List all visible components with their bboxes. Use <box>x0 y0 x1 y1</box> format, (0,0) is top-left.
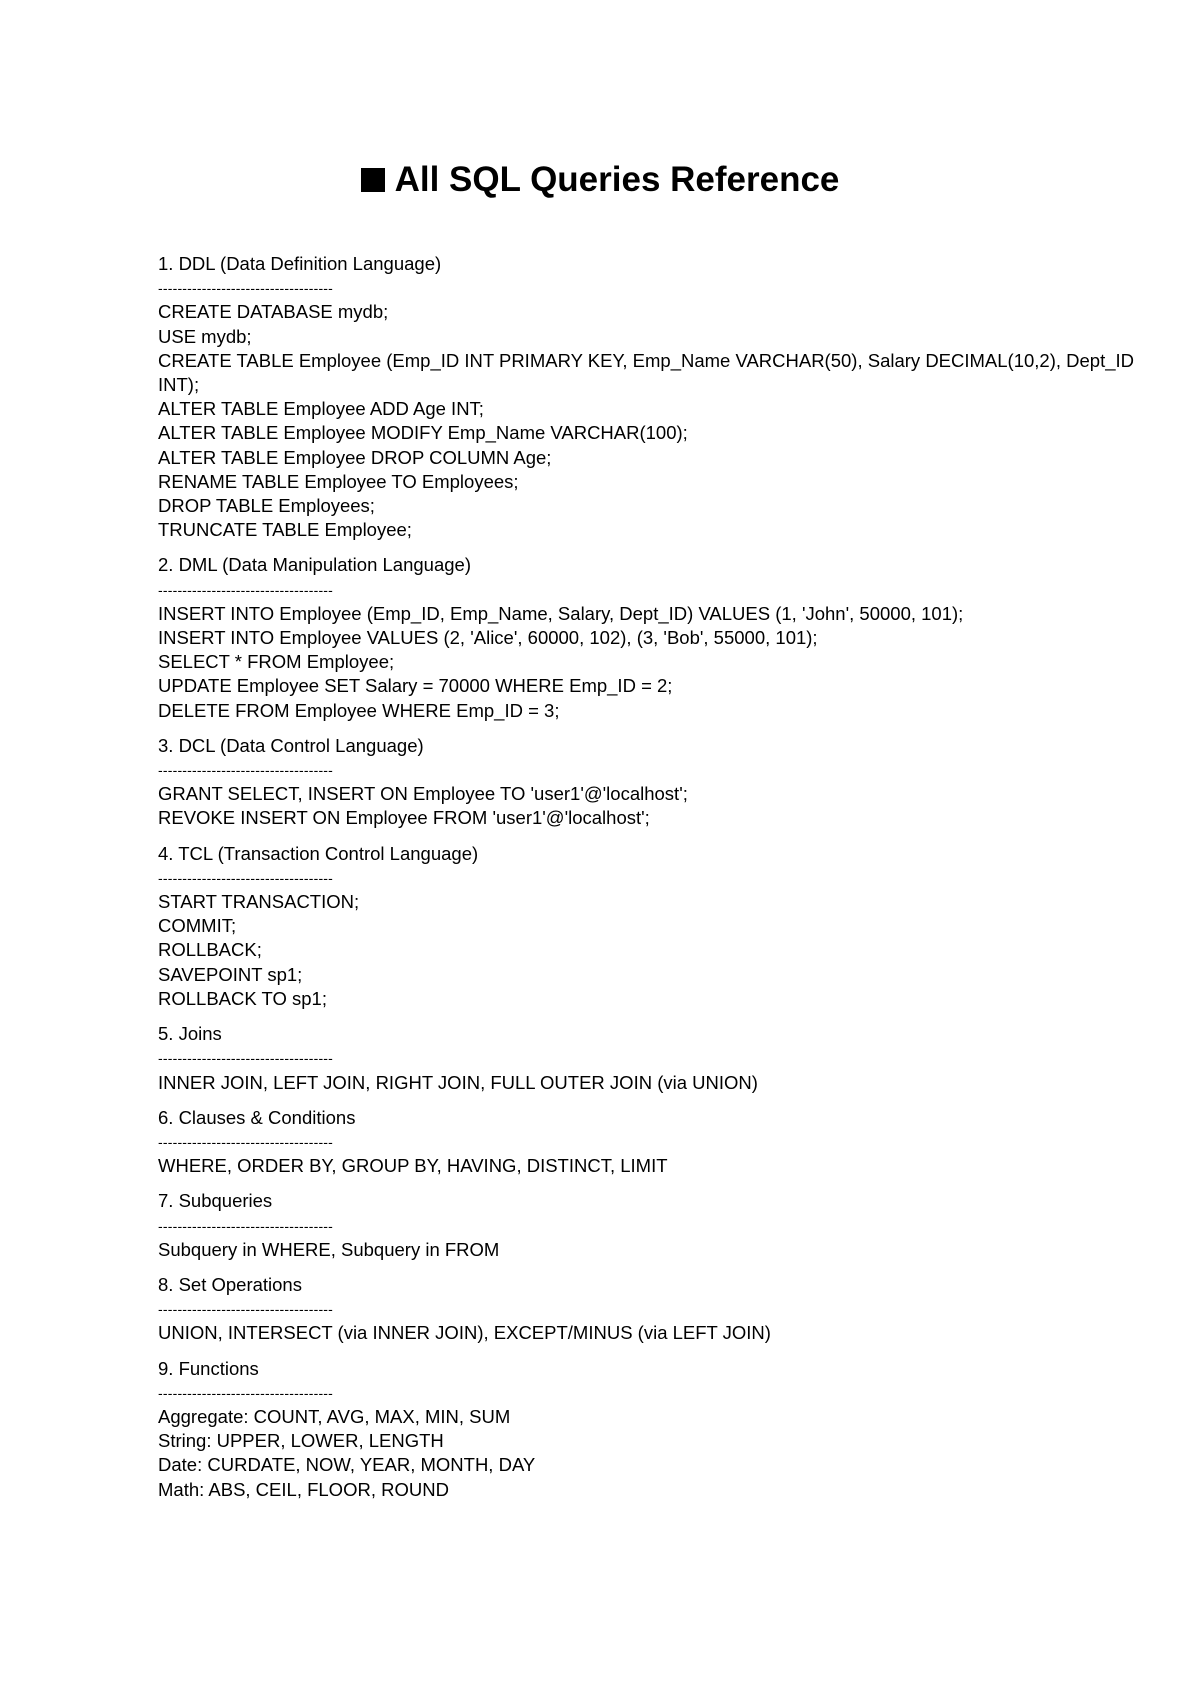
section-divider: ------------------------------------ <box>158 581 334 598</box>
section-8 <box>158 1273 1138 1346</box>
section-7 <box>158 1189 1138 1262</box>
section-2 <box>158 553 1138 722</box>
code-line: SAVEPOINT sp1; <box>158 963 303 985</box>
section-divider: ------------------------------------ <box>158 1050 334 1067</box>
section-heading: 2. DML (Data Manipulation Language) <box>158 554 471 576</box>
section-heading: 3. DCL (Data Control Language) <box>158 734 424 756</box>
code-line: ROLLBACK; <box>158 939 262 961</box>
code-line: GRANT SELECT, INSERT ON Employee TO 'user1'@'localhost'; <box>158 783 688 805</box>
code-line: String: UPPER, LOWER, LENGTH <box>158 1430 444 1452</box>
section-heading: 9. Functions <box>158 1357 259 1379</box>
code-line: Aggregate: COUNT, AVG, MAX, MIN, SUM <box>158 1405 511 1427</box>
section-heading: 1. DDL (Data Definition Language) <box>158 253 442 274</box>
code-line: ALTER TABLE Employee MODIFY Emp_Name VARCHAR(100); <box>158 422 688 444</box>
page-title-text: All SQL Queries Reference <box>394 160 840 199</box>
code-line: SELECT * FROM Employee; <box>158 651 395 673</box>
page-title <box>0 158 1200 202</box>
code-line: USE mydb; <box>158 325 252 347</box>
section-9 <box>158 1357 1138 1502</box>
code-line: UPDATE Employee SET Salary = 70000 WHERE Emp_ID = 2; <box>158 675 673 697</box>
section-heading: 4. TCL (Transaction Control Language) <box>158 842 479 864</box>
code-line: DROP TABLE Employees; <box>158 495 375 517</box>
section-1 <box>158 252 1138 542</box>
section-divider: ------------------------------------ <box>158 869 334 886</box>
section-4 <box>158 842 1138 1011</box>
section-divider: ------------------------------------ <box>158 1133 334 1150</box>
code-line: ROLLBACK TO sp1; <box>158 987 327 1009</box>
code-line: TRUNCATE TABLE Employee; <box>158 519 412 541</box>
code-line: REVOKE INSERT ON Employee FROM 'user1'@'localhost'; <box>158 807 650 829</box>
section-heading: 6. Clauses & Conditions <box>158 1106 356 1128</box>
code-line: INNER JOIN, LEFT JOIN, RIGHT JOIN, FULL OUTER JOIN (via UNION) <box>158 1071 758 1093</box>
code-line: COMMIT; <box>158 915 237 937</box>
section-5 <box>158 1022 1138 1095</box>
section-divider: ------------------------------------ <box>158 1217 334 1234</box>
code-line: Math: ABS, CEIL, FLOOR, ROUND <box>158 1478 449 1500</box>
code-line: Subquery in WHERE, Subquery in FROM <box>158 1238 500 1260</box>
square-bullet-icon <box>361 168 385 192</box>
section-divider: ------------------------------------ <box>158 762 334 779</box>
code-line: INSERT INTO Employee VALUES (2, 'Alice', 60000, 102), (3, 'Bob', 55000, 101); <box>158 627 818 649</box>
code-line: ALTER TABLE Employee ADD Age INT; <box>158 398 484 420</box>
section-heading: 5. Joins <box>158 1023 222 1045</box>
section-3 <box>158 734 1138 831</box>
document-body <box>158 252 1138 1513</box>
section-heading: 8. Set Operations <box>158 1273 302 1295</box>
code-line: CREATE DATABASE mydb; <box>158 301 389 323</box>
code-line: START TRANSACTION; <box>158 891 360 913</box>
section-divider: ------------------------------------ <box>158 1384 334 1401</box>
section-heading: 7. Subqueries <box>158 1190 273 1212</box>
code-line: Date: CURDATE, NOW, YEAR, MONTH, DAY <box>158 1454 536 1476</box>
code-line: RENAME TABLE Employee TO Employees; <box>158 470 519 492</box>
code-line: UNION, INTERSECT (via INNER JOIN), EXCEPT/MINUS (via LEFT JOIN) <box>158 1322 771 1344</box>
section-6 <box>158 1106 1138 1179</box>
section-divider: ------------------------------------ <box>158 280 334 297</box>
code-line: DELETE FROM Employee WHERE Emp_ID = 3; <box>158 699 560 721</box>
code-line: ALTER TABLE Employee DROP COLUMN Age; <box>158 446 552 468</box>
code-line: INSERT INTO Employee (Emp_ID, Emp_Name, Salary, Dept_ID) VALUES (1, 'John', 50000, 101); <box>158 602 964 624</box>
code-line: CREATE TABLE Employee (Emp_ID INT PRIMARY KEY, Emp_Name VARCHAR(50), Salary DECIMAL(10,2), Dept_ID INT); <box>158 349 1135 396</box>
section-divider: ------------------------------------ <box>158 1301 334 1318</box>
code-line: WHERE, ORDER BY, GROUP BY, HAVING, DISTINCT, LIMIT <box>158 1155 668 1177</box>
